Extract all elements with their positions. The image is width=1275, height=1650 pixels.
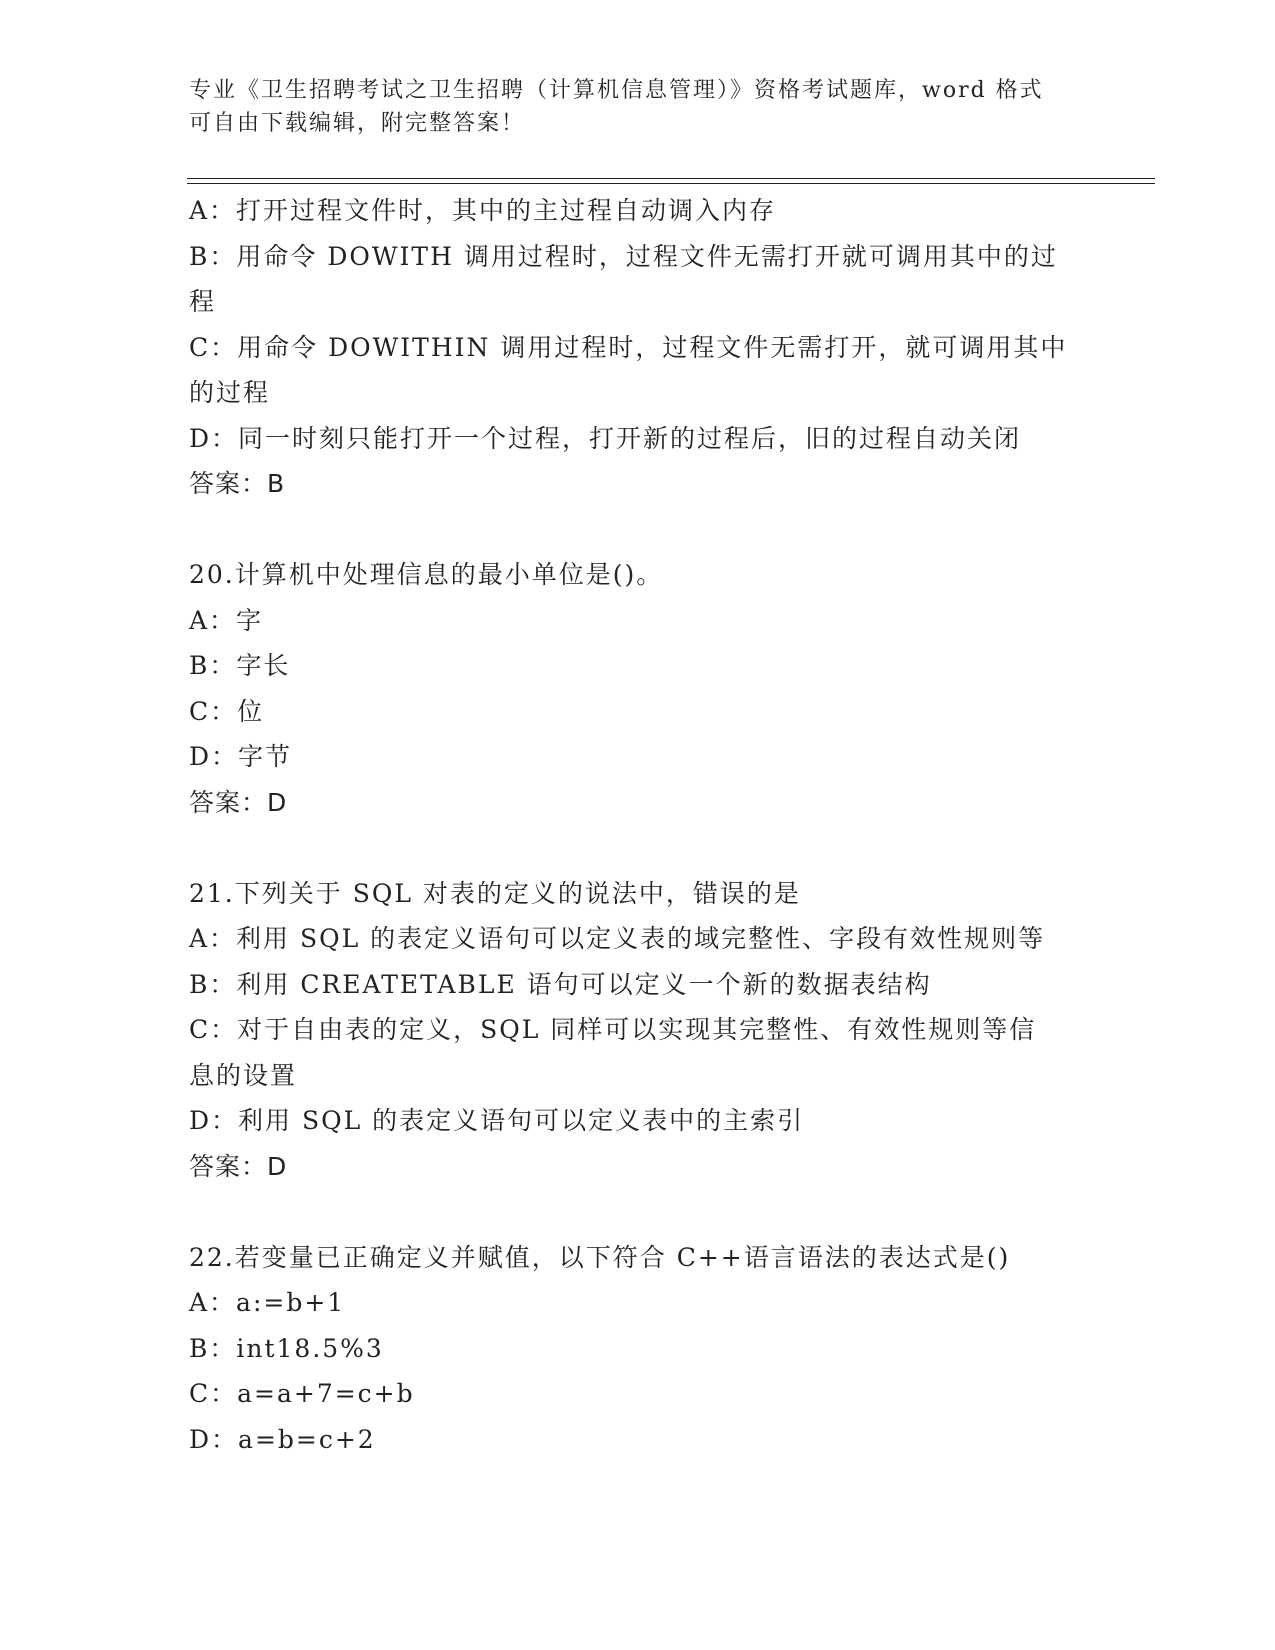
option-b: B：用命令 DOWITH 调用过程时，过程文件无需打开就可调用其中的过 <box>189 241 1058 271</box>
header-title-line-2: 可自由下载编辑，附完整答案！ <box>189 111 526 136</box>
question-22 <box>189 1235 1089 1463</box>
answer-label: 答案：B <box>189 469 286 498</box>
option-d: D：同一时刻只能打开一个过程，打开新的过程后，旧的过程自动关闭 <box>189 423 1022 453</box>
question-19 <box>189 188 1089 507</box>
header-divider-top <box>187 178 1155 179</box>
question-spacer <box>189 507 1089 553</box>
option-a: A：a:=b+1 <box>189 1288 346 1317</box>
header-title-line-1: 专业《卫生招聘考试之卫生招聘（计算机信息管理）》资格考试题库，word 格式 <box>189 78 1044 103</box>
option-c: C：对于自由表的定义，SQL 同样可以实现其完整性、有效性规则等信 <box>189 1015 1037 1044</box>
option-a: A：利用 SQL 的表定义语句可以定义表的域完整性、字段有效性规则等 <box>189 924 1046 953</box>
option-c: C：用命令 DOWITHIN 调用过程时，过程文件无需打开，就可调用其中 <box>189 332 1068 362</box>
question-spacer <box>189 825 1089 871</box>
question-list <box>189 188 1089 1462</box>
question-stem: 20.计算机中处理信息的最小单位是()。 <box>189 560 664 589</box>
option-b: B：利用 CREATETABLE 语句可以定义一个新的数据表结构 <box>189 969 932 999</box>
answer-label: 答案：D <box>189 1151 288 1181</box>
question-21 <box>189 871 1089 1190</box>
document-header <box>189 74 1069 140</box>
option-b: B：字长 <box>189 651 291 680</box>
question-spacer <box>189 1189 1089 1235</box>
option-c: C：位 <box>189 696 265 726</box>
option-b: B：int18.5%3 <box>189 1333 384 1363</box>
option-a: A：打开过程文件时，其中的主过程自动调入内存 <box>189 196 777 225</box>
option-c-continued: 的过程 <box>189 378 271 407</box>
header-divider-bottom <box>187 183 1155 184</box>
question-20 <box>189 552 1089 825</box>
option-d: D：字节 <box>189 742 293 771</box>
option-b-continued: 程 <box>189 287 217 316</box>
option-c-continued: 息的设置 <box>189 1060 298 1090</box>
option-c: C：a=a+7=c+b <box>189 1379 415 1408</box>
option-d: D：利用 SQL 的表定义语句可以定义表中的主索引 <box>189 1106 805 1135</box>
option-a: A：字 <box>189 605 264 635</box>
option-d: D：a=b=c+2 <box>189 1424 376 1454</box>
question-stem: 22.若变量已正确定义并赋值，以下符合 C++语言语法的表达式是() <box>189 1242 1011 1272</box>
answer-label: 答案：D <box>189 787 288 817</box>
question-stem: 21.下列关于 SQL 对表的定义的说法中，错误的是 <box>189 878 801 908</box>
